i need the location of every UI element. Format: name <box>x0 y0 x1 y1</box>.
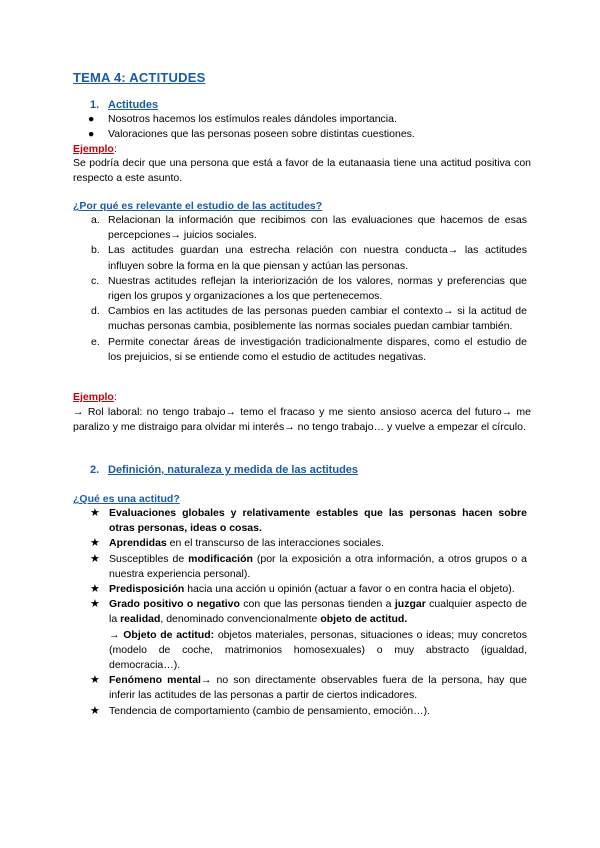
star-icon: ★ <box>90 598 100 611</box>
star-icon: ★ <box>90 583 100 596</box>
bullet-icon: ● <box>88 128 95 141</box>
arrow-icon: → <box>109 628 124 641</box>
relevance-list <box>91 213 527 365</box>
whatis-list <box>90 506 527 719</box>
section-1-bullets <box>82 112 542 142</box>
example-1-label-row: Ejemplo: <box>73 143 117 155</box>
list-item: d. Cambios en las actitudes de las personas pueden cambiar el contexto→ si la actitud de muchas personas cambia, posiblemente las normas sociales puedan cambiar también. <box>91 305 527 333</box>
list-item: a. Relacionan la información que recibimos con las evaluaciones que hacemos de esas percepciones→ juicios sociales. <box>91 214 527 242</box>
star-icon: ★ <box>90 674 100 687</box>
section-2-heading <box>90 463 358 478</box>
section-1-heading <box>90 98 158 113</box>
list-item: ● Nosotros hacemos los estímulos reales dándoles importancia. <box>82 112 542 127</box>
star-icon: ★ <box>90 704 100 717</box>
section-2-number: 2. <box>90 464 100 476</box>
bullet-icon: ● <box>88 113 95 125</box>
list-item: ★ Tendencia de comportamiento (cambio de pensamiento, emoción…). <box>90 704 527 719</box>
relevance-question: ¿Por qué es relevante el estudio de las actitudes? <box>73 200 323 212</box>
section-1-number: 1. <box>90 99 100 111</box>
document-title: TEMA 4: ACTITUDES <box>73 70 206 85</box>
list-item: ★ Predisposición hacia una acción u opinión (actuar a favor o en contra hacia el objeto). <box>90 582 527 597</box>
list-item: ★ Evaluaciones globales y relativamente estables que las personas hacen sobre otras personas, ideas o cosas. <box>90 507 527 535</box>
list-item: e. Permite conectar áreas de investigación tradicionalmente dispares, como el estudio de los prejuicios, si se entiende como el estudio de actitudes negativas. <box>91 335 527 363</box>
example-2-label: Ejemplo <box>73 391 114 403</box>
list-item: ★ Fenómeno mental→ no son directamente observables fuera de la persona, hay que inferir las actitudes de las personas a partir de ciertos indicadores. <box>90 674 527 702</box>
list-item: c. Nuestras actitudes reflejan la interiorización de los valores, normas y preferencias que rigen los grupos y organizaciones a los que pertenecemos. <box>91 274 527 303</box>
section-2-title: Definición, naturaleza y medida de las actitudes <box>108 464 359 476</box>
section-1-title: Actitudes <box>108 99 159 111</box>
star-icon: ★ <box>90 507 100 519</box>
example-1-text: Se podría decir que una persona que está a favor de la eutanaasia tiene una actitud positiva con respecto a este asunto. <box>73 157 531 185</box>
star-icon: ★ <box>90 537 100 550</box>
list-item: ★ Aprendidas en el transcurso de las interacciones sociales. <box>90 536 527 551</box>
list-item: ★ Susceptibles de modificación (por la exposición a otra información, a otros grupos o a nuestra experiencia personal). <box>90 552 527 580</box>
star-icon: ★ <box>90 552 100 565</box>
example-2-label-row: Ejemplo: <box>73 391 117 403</box>
list-item: ★ Grado positivo o negativo con que las personas tienden a juzgar cualquier aspecto de la realidad, denominado convencionalmente objeto de actitud. → Objeto de actitud: objetos materiales, personas, situaciones o ideas; muy concretos (modelo de coche, matrimonios homosexuales) o muy abstracto (igualdad, democracia…). <box>90 598 527 672</box>
list-item: ● Valoraciones que las personas poseen sobre distintas cuestiones. <box>82 127 542 142</box>
list-item: b. Las actitudes guardan una estrecha relación con nuestra conducta→ las actitudes influyen sobre la forma en la que piensan y actúan las personas. <box>91 244 527 272</box>
whatis-question: ¿Qué es una actitud? <box>73 493 180 505</box>
example-1-label: Ejemplo <box>73 143 114 155</box>
example-2-text: → Rol laboral: no tengo trabajo→ temo el fracaso y me siento ansioso acerca del futuro→ me paralizo y me distraigo para olvidar mi interés→ no tengo trabajo… y vuelve a empezar el círculo. <box>73 406 531 434</box>
